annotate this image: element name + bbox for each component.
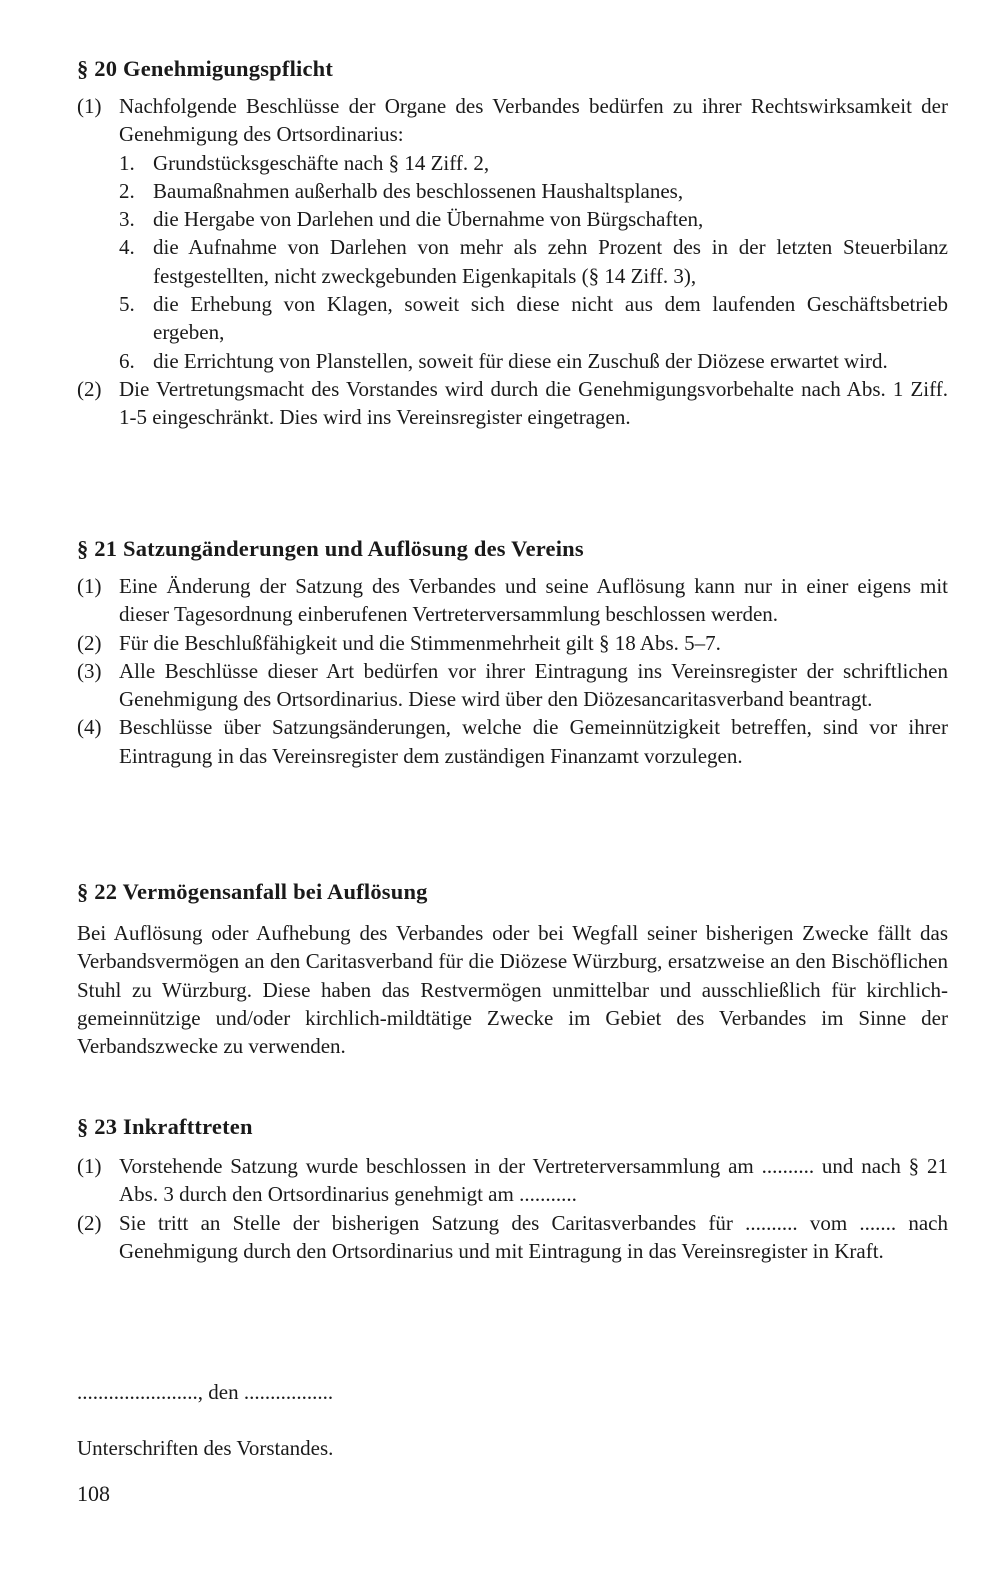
list-item [77,149,948,177]
list-item [77,233,948,290]
paragraph-2 [77,629,948,657]
paragraph-3 [77,657,948,714]
list-item-label: 2. [119,178,135,203]
list-item-text: Grundstücksgeschäfte nach § 14 Ziff. 2, [153,150,490,175]
paragraph-text: Beschlüsse über Satzungsänderungen, welche die Gemeinnützigkeit betreffen, sind vor ihrer Eintragung in das Vereinsregister dem zuständigen Finanzamt vorzulegen. [119,715,948,768]
section-21 [77,534,948,770]
paragraph-text: Eine Änderung der Satzung des Verbandes und seine Auflösung kann nur in einer eigens mit dieser Tagesordnung einberufenen Vertreterversammlung beschlossen werden. [119,574,948,627]
paragraph-label: (4) [77,715,102,740]
place-date-line: ......................., den ................. [77,1380,334,1404]
paragraph-text: Für die Beschlußfähigkeit und die Stimmenmehrheit gilt § 18 Abs. 5–7. [119,630,721,655]
list-item-label: 4. [119,235,135,260]
section-heading: § 22 Vermögensanfall bei Auflösung [77,879,428,904]
paragraph-text: Sie tritt an Stelle der bisherigen Satzung des Caritasverbandes für .......... vom ....... nach Genehmigung durch den Ortsordinarius und mit Eintragung in das Vereinsregister in Kraft. [119,1210,948,1263]
section-22 [77,877,948,1060]
paragraph-text: Bei Auflösung oder Aufhebung des Verbandes oder bei Wegfall seiner bisherigen Zwecke fällt das Verbandsvermögen an den Caritasverband für die Diözese Würzburg, ersatzweise an den Bischöflichen Stuhl zu Würzburg. Diese haben das Restvermögen unmittelbar und ausschließlich für kirchlich-gemeinnützige und/oder kirchlich-mildtätige Zwecke im Gebiet des Verbandes im Sinne der Verbandszwecke zu verwenden. [77,921,948,1059]
paragraph-4 [77,713,948,770]
list-item-text: Baumaßnahmen außerhalb des beschlossenen Haushaltsplanes, [153,178,684,203]
section-heading: § 23 Inkrafttreten [77,1114,253,1139]
list-item [77,347,948,375]
paragraph-2 [77,375,948,432]
section-heading: § 20 Genehmigungspflicht [77,56,334,81]
paragraph-text: Nachfolgende Beschlüsse der Organe des Verbandes bedürfen zu ihrer Rechtswirksamkeit der Genehmigung des Ortsordinarius: [119,94,948,147]
list-item-text: die Aufnahme von Darlehen von mehr als zehn Prozent des in der letzten Steuerbilanz festgestellten, nicht zweckgebunden Eigenkapitals (§ 14 Ziff. 3), [153,235,948,288]
paragraph-2 [77,1209,948,1266]
paragraph-label: (2) [77,630,102,655]
signature-caption: Unterschriften des Vorstandes. [77,1436,334,1460]
paragraph-text: Vorstehende Satzung wurde beschlossen in der Vertreterversammlung am .......... und nach § 21 Abs. 3 durch den Ortsordinarius genehmigt am ........... [119,1154,948,1207]
paragraph-1 [77,1152,948,1209]
paragraph-label: (2) [77,1210,102,1235]
list-item [77,177,948,205]
list-item-text: die Erhebung von Klagen, soweit sich diese nicht aus dem laufenden Geschäftsbetrieb ergeben, [153,292,948,345]
list-item-text: die Hergabe von Darlehen und die Übernahme von Bürgschaften, [153,207,704,232]
section-heading: § 21 Satzungänderungen und Auflösung des Vereins [77,536,584,561]
paragraph-text: Die Vertretungsmacht des Vorstandes wird durch die Genehmigungsvorbehalte nach Abs. 1 Ziff. 1-5 eingeschränkt. Dies wird ins Vereinsregister eingetragen. [119,376,948,430]
paragraph-label: (3) [77,658,102,683]
list-item-label: 1. [119,150,135,175]
paragraph-label: (2) [77,376,102,401]
page-number: 108 [77,1481,110,1506]
section-20 [77,54,948,432]
list-item [77,290,948,347]
page-footer [77,1480,948,1508]
section-23 [77,1112,948,1265]
list-item-label: 3. [119,207,135,232]
paragraph-1 [77,572,948,629]
paragraph-label: (1) [77,94,102,118]
list-item-label: 6. [119,348,135,373]
list-item [77,205,948,233]
list-item-text: die Errichtung von Planstellen, soweit für diese ein Zuschuß der Diözese erwartet wird. [153,348,888,373]
paragraph-label: (1) [77,574,102,598]
list-item-label: 5. [119,292,135,317]
paragraph-label: (1) [77,1154,102,1178]
paragraph-text: Alle Beschlüsse dieser Art bedürfen vor ihrer Eintragung ins Vereinsregister der schriftlichen Genehmigung des Ortsordinarius. Diese wird über den Diözesancaritasverband beantragt. [119,658,948,712]
paragraph-1 [77,92,948,149]
signature-block [77,1378,948,1462]
